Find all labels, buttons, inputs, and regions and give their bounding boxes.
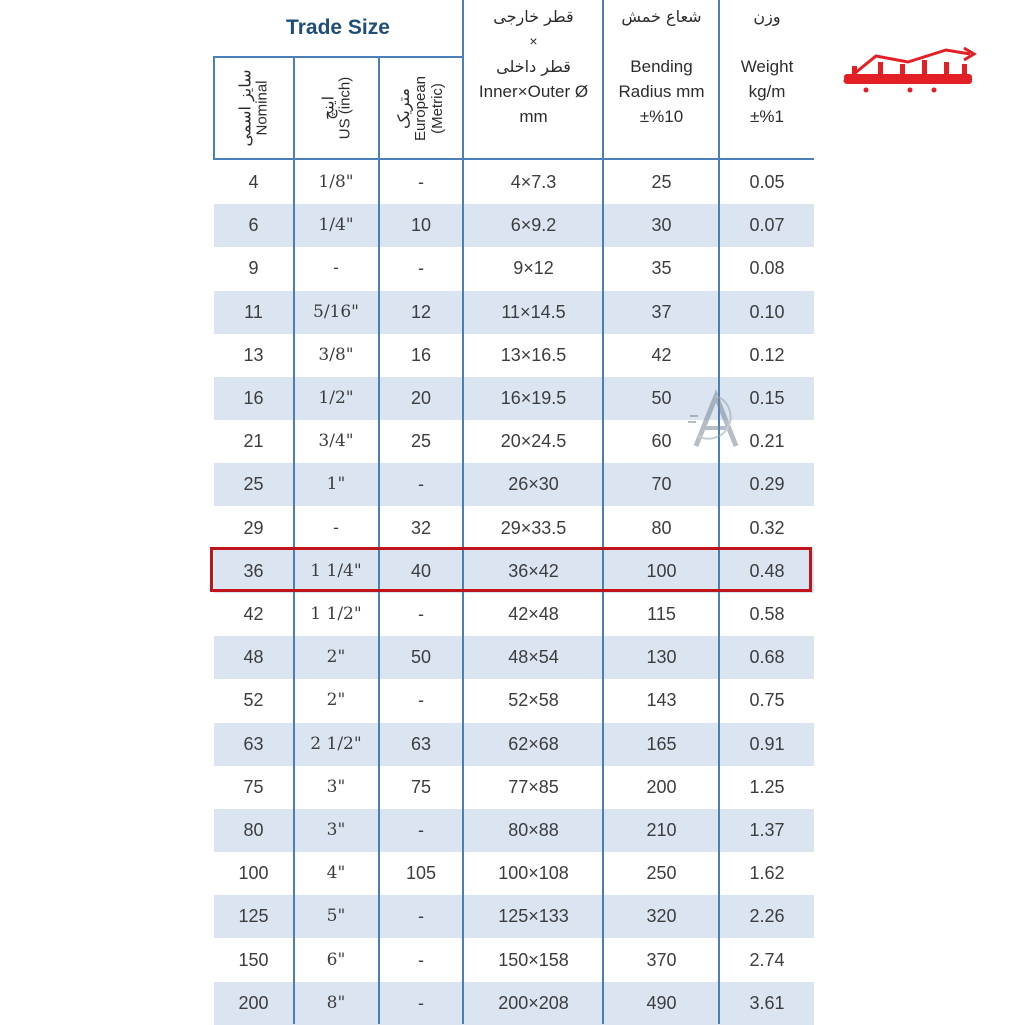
nominal-cell: 200: [238, 992, 269, 1013]
table-row: [214, 291, 814, 334]
diameter-cell: 26×30: [508, 474, 559, 495]
nominal-cell: 150: [238, 949, 269, 970]
metric-cell: 50: [410, 647, 432, 668]
us-inch-cell: 1 1/4": [310, 560, 362, 581]
us-inch-cell: 1/4": [318, 215, 354, 236]
metric-cell: -: [418, 604, 424, 624]
diameter-cell: 52×58: [508, 690, 559, 711]
weight-header-en2: kg/m: [748, 82, 786, 101]
bending-radius-cell: 42: [651, 344, 672, 365]
weight-header-tol: ±%1: [750, 107, 784, 126]
weight-cell: 1.37: [749, 820, 785, 840]
nominal-cell: 125: [238, 906, 269, 927]
weight-cell: 1.25: [749, 776, 785, 797]
metric-cell: 105: [405, 863, 437, 884]
table-row: [214, 679, 814, 722]
metric-cell: -: [418, 172, 424, 192]
weight-cell: 0.58: [749, 604, 785, 624]
table-row: [214, 161, 814, 204]
diameter-header-fa1: قطر خارجی: [493, 7, 574, 26]
us-inch-cell: 3": [326, 776, 346, 797]
header-bottom-line: [214, 158, 814, 160]
grid-line: [213, 56, 215, 160]
metric-cell: 32: [410, 517, 432, 538]
bending-radius-cell: 370: [646, 949, 677, 970]
bending-header-fa: شعاع خمش: [621, 7, 702, 26]
nominal-cell: 29: [243, 517, 264, 538]
metric-cell: -: [418, 690, 424, 711]
grid-line: [718, 0, 720, 1024]
bending-radius-cell: 210: [646, 820, 677, 840]
us-inch-cell: 1 1/2": [310, 604, 362, 624]
weight-cell: 0.75: [749, 690, 785, 711]
table-row: [214, 463, 814, 506]
weight-cell: 2.26: [749, 906, 785, 927]
grid-line: [378, 56, 380, 1024]
metric-cell: 40: [410, 560, 432, 581]
bending-header-tol: ±%10: [639, 107, 684, 126]
diameter-cell: 6×9.2: [510, 215, 557, 236]
us-inch-cell: -: [333, 258, 339, 279]
table-row: [214, 895, 814, 938]
diameter-cell: 48×54: [508, 647, 559, 668]
table-row: [214, 939, 814, 982]
nominal-cell: 80: [243, 820, 264, 840]
trade-size-underline: [214, 56, 463, 58]
bending-radius-cell: 100: [646, 560, 677, 581]
ata-electric-logo: [838, 44, 978, 96]
bending-radius-cell: 35: [651, 258, 672, 279]
diameter-header-unit: mm: [519, 107, 548, 126]
table-row: [214, 809, 814, 852]
nominal-header: [214, 58, 293, 158]
weight-cell: 0.05: [749, 172, 785, 192]
nominal-cell: 52: [243, 690, 264, 711]
bending-radius-cell: 37: [651, 301, 672, 322]
table-row: [214, 982, 814, 1025]
bending-radius-cell: 143: [646, 690, 677, 711]
weight-header-fa: وزن: [753, 7, 781, 26]
diameter-cell: 77×85: [508, 776, 559, 797]
weight-cell: 1.62: [749, 863, 785, 884]
weight-cell: 0.91: [749, 733, 785, 754]
weight-cell: 0.15: [749, 388, 785, 408]
table-row: [214, 636, 814, 679]
bending-radius-cell: 30: [651, 215, 672, 236]
weight-cell: 0.10: [749, 301, 785, 322]
bending-radius-cell: 250: [646, 863, 677, 884]
bending-header-en1: Bending: [630, 57, 693, 76]
diameter-header-fa2: قطر داخلی: [496, 57, 571, 76]
metric-header-fa: متریک: [394, 87, 414, 129]
nominal-cell: 75: [243, 776, 264, 797]
us-inch-cell: 3/8": [318, 344, 354, 365]
nominal-cell: 16: [243, 388, 264, 408]
table-row: [214, 334, 814, 377]
nominal-header-en: Nominal: [253, 80, 271, 136]
us-inch-cell: 5": [326, 906, 346, 927]
weight-cell: 0.08: [749, 258, 785, 279]
diameter-cell: 20×24.5: [500, 431, 567, 452]
table-row: [214, 550, 814, 593]
us-inch-cell: 3": [326, 820, 346, 840]
weight-cell: 0.68: [749, 647, 785, 668]
bending-radius-cell: 70: [651, 474, 672, 495]
metric-cell: -: [418, 820, 424, 840]
bending-radius-cell: 320: [646, 906, 677, 927]
us-inch-header: [294, 58, 378, 158]
bending-radius-cell: 130: [646, 647, 677, 668]
metric-cell: -: [418, 949, 424, 970]
table-row: [214, 723, 814, 766]
us-inch-cell: 1": [326, 474, 346, 495]
metric-cell: 75: [410, 776, 432, 797]
table-row: [214, 852, 814, 895]
nominal-cell: 9: [248, 258, 259, 279]
table-row: [214, 766, 814, 809]
us-inch-cell: 5/16": [313, 301, 359, 322]
diameter-cell: 4×7.3: [510, 172, 557, 192]
metric-cell: -: [418, 474, 424, 495]
weight-header-en1: Weight: [740, 57, 794, 76]
nominal-cell: 25: [243, 474, 264, 495]
us-inch-cell: 2": [326, 647, 346, 668]
metric-header-en2: (Metric): [429, 82, 447, 134]
diameter-cell: 9×12: [513, 258, 554, 279]
nominal-cell: 6: [248, 215, 259, 236]
nominal-cell: 21: [243, 431, 264, 452]
diameter-header: [464, 0, 603, 162]
bending-radius-cell: 115: [647, 604, 676, 624]
grid-line: [462, 0, 464, 1024]
metric-cell: 63: [410, 733, 432, 754]
us-inch-cell: 1/8": [318, 172, 354, 192]
table-row: [214, 204, 814, 247]
us-header-en: US (inch): [335, 76, 353, 140]
weight-cell: 0.21: [749, 431, 785, 452]
metric-cell: -: [418, 258, 424, 279]
weight-cell: 0.12: [749, 344, 785, 365]
nominal-cell: 100: [238, 863, 269, 884]
nominal-cell: 11: [244, 301, 263, 322]
diameter-cell: 11×14.5: [501, 301, 566, 322]
diameter-cell: 125×133: [498, 906, 569, 927]
bending-radius-cell: 165: [646, 733, 677, 754]
diameter-header-x: ×: [529, 33, 538, 49]
diameter-cell: 29×33.5: [500, 517, 567, 538]
diameter-cell: 16×19.5: [500, 388, 567, 408]
weight-header: [720, 0, 814, 162]
bending-radius-cell: 200: [646, 776, 677, 797]
nominal-header-fa: سایز اسمی: [235, 69, 255, 147]
trade-size-heading: Trade Size: [286, 16, 390, 39]
us-inch-cell: 2 1/2": [310, 733, 362, 754]
us-inch-cell: 4": [326, 863, 346, 884]
nominal-cell: 4: [248, 172, 259, 192]
nominal-cell: 42: [243, 604, 264, 624]
weight-cell: 3.61: [749, 992, 785, 1013]
nominal-cell: 48: [243, 647, 264, 668]
bending-radius-cell: 490: [646, 992, 677, 1013]
us-inch-cell: 6": [326, 949, 346, 970]
bending-radius-cell: 25: [651, 172, 672, 192]
weight-cell: 0.48: [749, 560, 785, 581]
diameter-header-en: Inner×Outer Ø: [478, 82, 589, 101]
weight-cell: 0.29: [749, 474, 785, 495]
bending-radius-cell: 60: [651, 431, 672, 452]
weight-cell: 0.07: [749, 215, 785, 236]
metric-cell: -: [418, 906, 424, 927]
metric-header: [379, 58, 463, 158]
us-inch-cell: -: [333, 517, 339, 538]
diameter-cell: 150×158: [498, 949, 569, 970]
diameter-cell: 42×48: [508, 604, 559, 624]
table-row: [214, 507, 814, 550]
metric-cell: 20: [410, 388, 432, 408]
us-inch-cell: 8": [326, 992, 346, 1013]
weight-cell: 2.74: [749, 949, 785, 970]
bending-radius-cell: 50: [651, 388, 672, 408]
us-inch-cell: 3/4": [318, 431, 354, 452]
diameter-cell: 200×208: [498, 992, 569, 1013]
nominal-cell: 13: [243, 344, 264, 365]
metric-cell: 25: [410, 431, 432, 452]
table-row: [214, 247, 814, 290]
nominal-cell: 36: [243, 560, 264, 581]
us-inch-cell: 2": [326, 690, 346, 711]
weight-cell: 0.32: [749, 517, 785, 538]
us-inch-cell: 1/2": [318, 388, 354, 408]
metric-header-en: European: [412, 75, 430, 141]
diameter-cell: 13×16.5: [500, 344, 567, 365]
watermark-a-icon: [686, 386, 746, 454]
diameter-cell: 80×88: [508, 820, 559, 840]
metric-cell: 10: [410, 215, 432, 236]
us-header-fa: اینچ: [317, 95, 337, 121]
bending-header: [604, 0, 719, 162]
nominal-cell: 63: [243, 733, 264, 754]
grid-line: [602, 0, 604, 1024]
table-row: [214, 593, 814, 636]
bending-header-en2: Radius mm: [618, 82, 705, 101]
diameter-cell: 100×108: [498, 863, 569, 884]
metric-cell: 12: [410, 301, 432, 322]
bending-radius-cell: 80: [651, 517, 672, 538]
diameter-cell: 36×42: [508, 560, 559, 581]
diameter-cell: 62×68: [508, 733, 559, 754]
grid-line: [293, 56, 295, 1024]
metric-cell: 16: [410, 344, 432, 365]
metric-cell: -: [418, 992, 424, 1013]
